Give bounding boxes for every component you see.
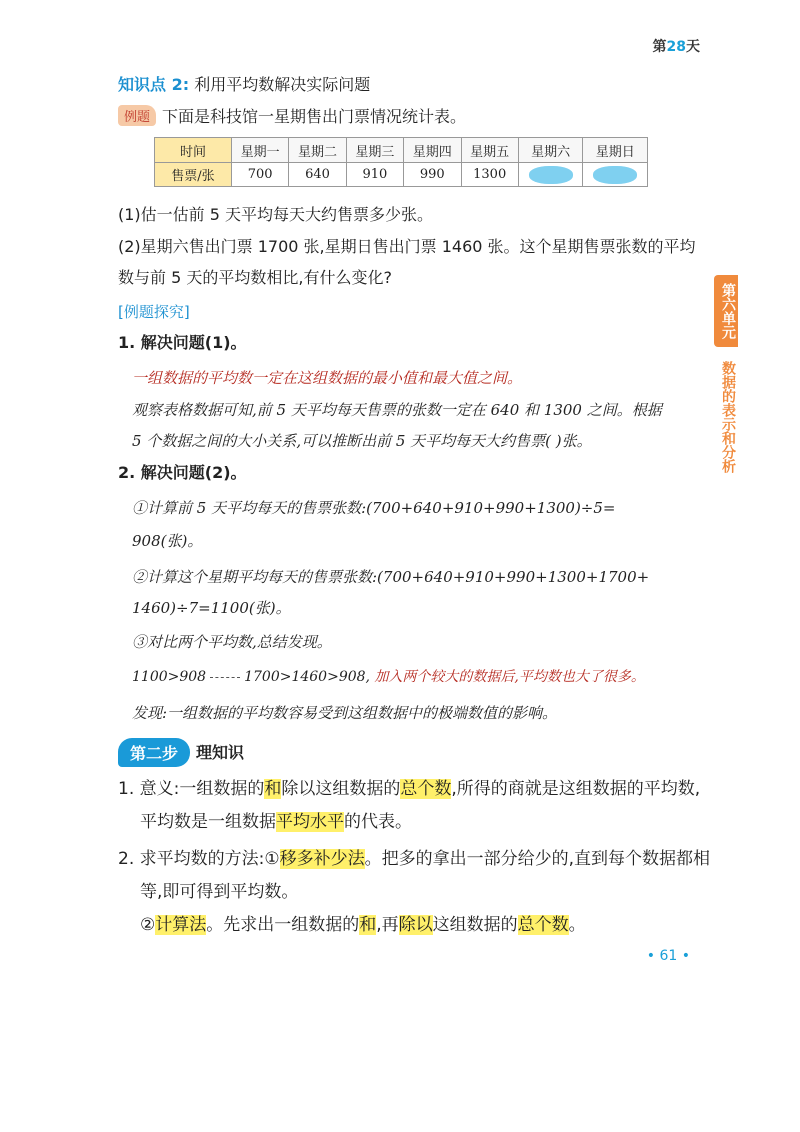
meaning-line-1: 1. 意义:一组数据的和除以这组数据的总个数,所得的商就是这组数据的平均数, bbox=[118, 779, 701, 799]
step2-badge: 第二步 bbox=[118, 738, 190, 767]
method-line-1: 2. 求平均数的方法:①移多补少法。把多的拿出一部分给少的,直到每个数据都相 bbox=[118, 849, 710, 869]
unit-tab: 第六单元 bbox=[714, 275, 738, 347]
cloud-cover bbox=[593, 166, 637, 184]
calc2-line-a: ②计算这个星期平均每天的售票张数:(700+640+910+990+1300+1700+ bbox=[132, 568, 650, 586]
compare-mid: 1700>1460>908, bbox=[244, 669, 370, 685]
calc2-line-b: 1460)÷7=1100(张)。 bbox=[132, 599, 291, 617]
section-label: 知识点 2: bbox=[118, 75, 190, 94]
table-day: 星期六 bbox=[518, 138, 583, 163]
page-number: • 61 • bbox=[646, 948, 690, 964]
table-value: 700 bbox=[232, 163, 289, 187]
example-text: 下面是科技馆一星期售出门票情况统计表。 bbox=[162, 107, 467, 126]
highlight: 计算法 bbox=[155, 915, 207, 935]
table-day: 星期三 bbox=[346, 138, 403, 163]
day-label: 第28天 bbox=[652, 39, 700, 55]
note-red: 一组数据的平均数一定在这组数据的最小值和最大值之间。 bbox=[132, 369, 523, 387]
explore-label: [例题探究] bbox=[118, 303, 190, 321]
table-header-time: 时间 bbox=[155, 138, 232, 163]
meaning-line-2: 平均数是一组数据平均水平的代表。 bbox=[140, 812, 412, 832]
method-line-3: ②计算法。先求出一组数据的和,再除以这组数据的总个数。 bbox=[140, 915, 586, 935]
highlight: 总个数 bbox=[517, 915, 569, 935]
calc1-line-a: ①计算前 5 天平均每天的售票张数:(700+640+910+990+1300)÷5= bbox=[132, 499, 616, 517]
table-header-tickets: 售票/张 bbox=[155, 163, 232, 187]
calc3: ③对比两个平均数,总结发现。 bbox=[132, 633, 332, 651]
compare-left: 1100>908 bbox=[132, 669, 207, 685]
cloud-cover bbox=[529, 166, 573, 184]
ticket-table bbox=[154, 137, 648, 187]
question-2-line1: (2)星期六售出门票 1700 张,星期日售出门票 1460 张。这个星期售票张数的平均 bbox=[118, 237, 696, 256]
table-day: 星期一 bbox=[232, 138, 289, 163]
highlight: 和 bbox=[359, 915, 377, 935]
topic-tab: 数据的表示和分析 bbox=[720, 361, 736, 473]
section-heading bbox=[118, 72, 370, 95]
table-value-hidden bbox=[518, 163, 583, 187]
example-intro bbox=[118, 104, 466, 127]
section-title: 利用平均数解决实际问题 bbox=[194, 75, 371, 94]
finding: 发现:一组数据的平均数容易受到这组数据中的极端数值的影响。 bbox=[132, 704, 558, 722]
step2-heading: 理知识 bbox=[196, 743, 245, 762]
highlight: 平均水平 bbox=[276, 812, 344, 832]
compare-red: 加入两个较大的数据后,平均数也大了很多。 bbox=[374, 669, 645, 685]
question-1: (1)估一估前 5 天平均每天大约售票多少张。 bbox=[118, 205, 434, 224]
table-day: 星期日 bbox=[583, 138, 648, 163]
table-day: 星期四 bbox=[404, 138, 461, 163]
step2-title: 2. 解决问题(2)。 bbox=[118, 463, 247, 482]
table-value: 990 bbox=[404, 163, 461, 187]
table-value-hidden bbox=[583, 163, 648, 187]
compare-row bbox=[132, 666, 645, 686]
highlight: 移多补少法 bbox=[279, 849, 365, 869]
explain-line-b: 5 个数据之间的大小关系,可以推断出前 5 天平均每天大约售票( )张。 bbox=[132, 432, 592, 450]
table-day: 星期二 bbox=[289, 138, 346, 163]
highlight: 总个数 bbox=[400, 779, 452, 799]
explain-line-a: 观察表格数据可知,前 5 天平均每天售票的张数一定在 640 和 1300 之间。根据 bbox=[132, 401, 662, 419]
highlight: 和 bbox=[264, 779, 282, 799]
dash-connector bbox=[210, 677, 240, 678]
question-2-line2: 数与前 5 天的平均数相比,有什么变化? bbox=[118, 268, 392, 287]
example-badge: 例题 bbox=[118, 105, 156, 126]
method-line-2: 等,即可得到平均数。 bbox=[140, 882, 299, 902]
day-number: 28 bbox=[666, 39, 686, 55]
highlight: 除以 bbox=[398, 915, 433, 935]
table-value: 910 bbox=[346, 163, 403, 187]
calc1-line-b: 908(张)。 bbox=[132, 532, 203, 550]
table-value: 1300 bbox=[461, 163, 518, 187]
table-day: 星期五 bbox=[461, 138, 518, 163]
table-value: 640 bbox=[289, 163, 346, 187]
step1-title: 1. 解决问题(1)。 bbox=[118, 333, 247, 352]
